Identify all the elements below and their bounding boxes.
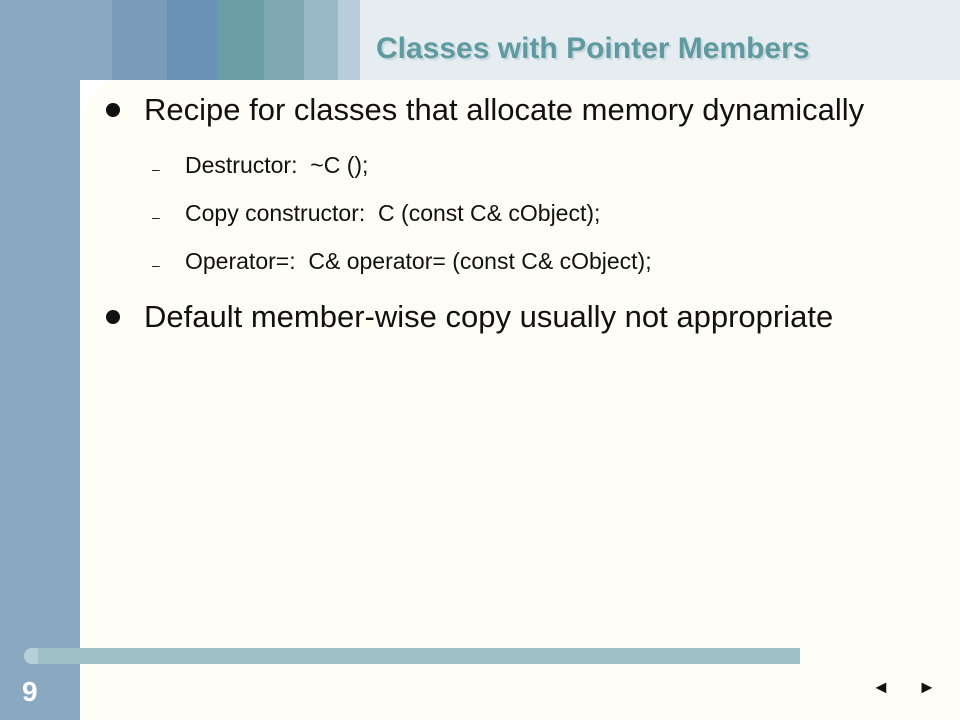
footer-line — [38, 648, 800, 664]
bullet-item — [106, 295, 866, 338]
sub-bullet-code: C& operator= (const C& cObject); — [308, 248, 652, 274]
header-stripe — [80, 0, 112, 80]
sub-bullet-label: Copy constructor: — [185, 200, 366, 226]
sub-bullet-code: C (const C& cObject); — [378, 200, 601, 226]
dash-icon: – — [152, 257, 160, 273]
spacer — [106, 275, 866, 295]
header-stripe — [167, 0, 217, 80]
bullet-dot-icon — [106, 103, 120, 117]
sub-bullet-label: Operator=: — [185, 248, 296, 274]
previous-slide-button[interactable]: ◄ — [872, 677, 890, 697]
dash-icon: – — [152, 209, 160, 225]
bullet-item — [106, 88, 866, 131]
header-stripe — [217, 0, 264, 80]
sub-bullet-item — [106, 151, 866, 179]
sub-bullet-item — [106, 199, 866, 227]
dash-icon: – — [152, 161, 160, 177]
slide-body — [106, 88, 866, 338]
sub-bullet-item — [106, 247, 866, 275]
sub-bullet-code: ~C (); — [310, 152, 369, 178]
bullet-dot-icon — [106, 310, 120, 324]
bullet-text: Default member-wise copy usually not appropriate — [144, 299, 834, 334]
sub-bullet-label: Destructor: — [185, 152, 298, 178]
slide-title: Classes with Pointer Members — [376, 32, 810, 65]
slide-number: 9 — [22, 676, 38, 707]
bullet-text: Recipe for classes that allocate memory dynamically — [144, 92, 865, 127]
header-stripe — [338, 0, 360, 80]
header-stripe — [304, 0, 338, 80]
next-slide-button[interactable]: ► — [918, 677, 936, 697]
header-stripe — [112, 0, 167, 80]
header-stripe — [264, 0, 304, 80]
left-sidebar-bar — [0, 0, 80, 720]
